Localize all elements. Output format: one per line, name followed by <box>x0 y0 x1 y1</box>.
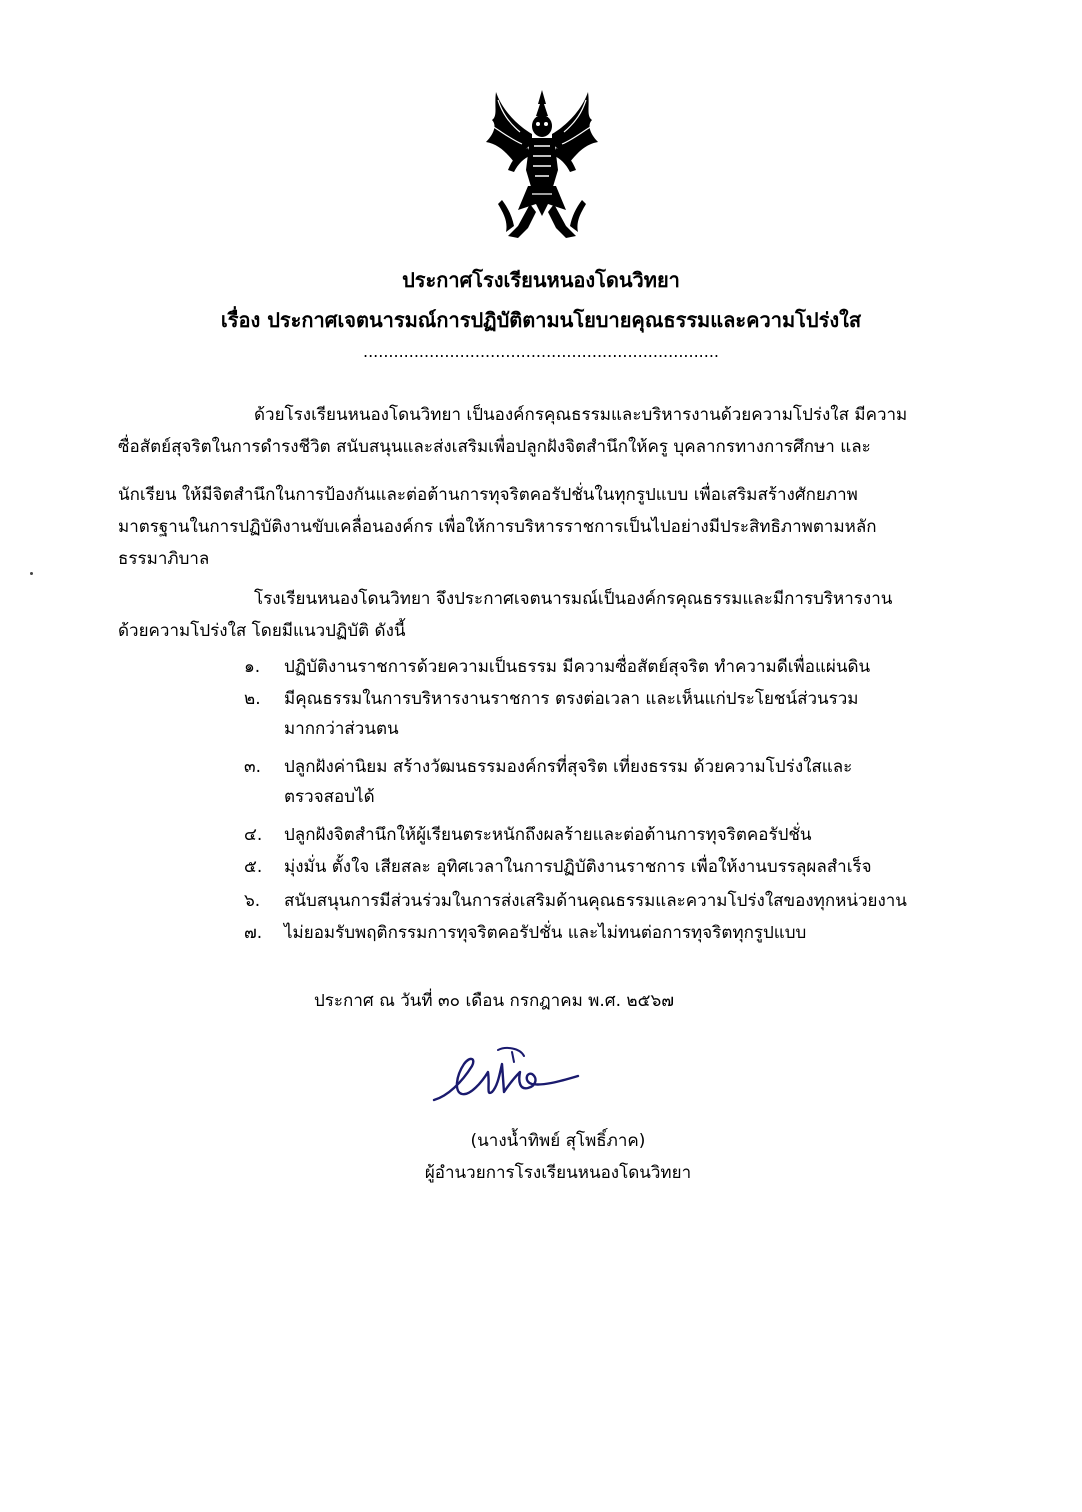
document-subject: เรื่อง ประกาศเจตนารมณ์การปฏิบัติตามนโยบายคุณธรรมและความโปร่งใส <box>220 308 862 332</box>
list-item: สนับสนุนการมีส่วนร่วมในการส่งเสริมด้านคุณธรรมและความโปร่งใสของทุกหน่วยงาน <box>284 891 907 911</box>
para1-line-5: ธรรมาภิบาล <box>118 549 210 569</box>
list-item: ไม่ยอมรับพฤติกรรมการทุจริตคอรัปชั่น และไม่ทนต่อการทุจริตทุกรูปแบบ <box>284 923 807 943</box>
dotted-separator: ...................................................................... <box>362 342 719 361</box>
list-item: ปลูกฝังค่านิยม สร้างวัฒนธรรมองค์กรที่สุจริต เที่ยงธรรม ด้วยความโปร่งใสและ <box>284 757 853 777</box>
announcement-date: ประกาศ ณ วันที่ ๓๐ เดือน กรกฎาคม พ.ศ. ๒๕๖๗ <box>314 991 675 1011</box>
signatory-name: (นางน้ำทิพย์ สุโพธิ์ภาค) <box>470 1131 646 1151</box>
item-number: ๒. <box>244 689 261 709</box>
para1-line-1: ด้วยโรงเรียนหนองโดนวิทยา เป็นองค์กรคุณธรรมและบริหารงานด้วยความโปร่งใส มีความ <box>254 405 908 425</box>
para2-line-1: โรงเรียนหนองโดนวิทยา จึงประกาศเจตนารมณ์เป็นองค์กรคุณธรรมและมีการบริหารงาน <box>254 589 893 609</box>
list-item-continuation: มากกว่าส่วนตน <box>284 719 399 739</box>
list-item: ปฏิบัติงานราชการด้วยความเป็นธรรม มีความซื่อสัตย์สุจริต ทำความดีเพื่อแผ่นดิน <box>284 657 871 677</box>
para1-line-3: นักเรียน ให้มีจิตสำนึกในการป้องกันและต่อต้านการทุจริตคอรัปชั่นในทุกรูปแบบ เพื่อเสริมสร้างศักยภาพ <box>118 485 858 505</box>
list-item-continuation: ตรวจสอบได้ <box>284 787 375 807</box>
scan-speck <box>30 572 33 575</box>
list-item: มีคุณธรรมในการบริหารงานราชการ ตรงต่อเวลา และเห็นแก่ประโยชน์ส่วนรวม <box>284 689 859 709</box>
item-number: ๕. <box>244 857 263 877</box>
item-number: ๓. <box>244 757 262 777</box>
list-item: มุ่งมั่น ตั้งใจ เสียสละ อุทิศเวลาในการปฏิบัติงานราชการ เพื่อให้งานบรรลุผลสำเร็จ <box>284 857 872 877</box>
item-number: ๑. <box>244 657 261 677</box>
signature-icon <box>428 1042 588 1112</box>
para2-line-2: ด้วยความโปร่งใส โดยมีแนวปฏิบัติ ดังนี้ <box>118 621 406 641</box>
item-number: ๗. <box>244 923 263 943</box>
list-item: ปลูกฝังจิตสำนึกให้ผู้เรียนตระหนักถึงผลร้ายและต่อต้านการทุจริตคอรัปชั่น <box>284 825 812 845</box>
document-title: ประกาศโรงเรียนหนองโดนวิทยา <box>402 268 680 292</box>
item-number: ๖. <box>244 891 261 911</box>
para1-line-2: ซื่อสัตย์สุจริตในการดำรงชีวิต สนับสนุนและส่งเสริมเพื่อปลูกฝังจิตสำนึกให้ครู บุคลากรทางการศึกษา และ <box>118 437 871 457</box>
item-number: ๔. <box>244 825 263 845</box>
garuda-emblem-icon <box>478 86 606 248</box>
para1-line-4: มาตรฐานในการปฏิบัติงานขับเคลื่อนองค์กร เพื่อให้การบริหารราชการเป็นไปอย่างมีประสิทธิภาพตามหลัก <box>118 517 877 537</box>
signatory-position: ผู้อำนวยการโรงเรียนหนองโดนวิทยา <box>424 1163 692 1183</box>
